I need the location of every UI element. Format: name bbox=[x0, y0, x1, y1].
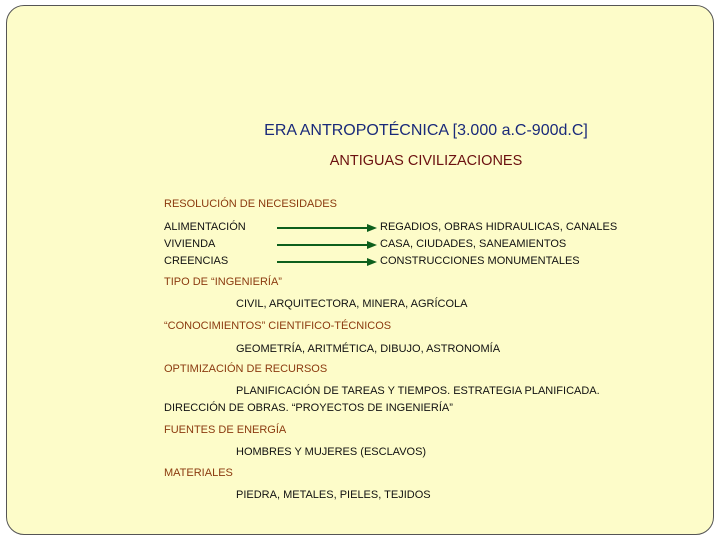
heading-resolucion: RESOLUCIÓN DE NECESIDADES bbox=[164, 198, 337, 210]
optimizacion-detail-line1: PLANIFICACIÓN DE TAREAS Y TIEMPOS. ESTRATEGIA PLANIFICADA. bbox=[236, 385, 600, 397]
need-label-alimentacion: ALIMENTACIÓN bbox=[164, 221, 246, 233]
heading-energia: FUENTES DE ENERGÍA bbox=[164, 424, 287, 436]
heading-conocimientos: “CONOCIMIENTOS” CIENTIFICO-TÉCNICOS bbox=[164, 320, 392, 332]
slide-subtitle: ANTIGUAS CIVILIZACIONES bbox=[329, 153, 523, 169]
arrow-right-icon bbox=[277, 240, 377, 250]
need-result-casa: CASA, CIUDADES, SANEAMIENTOS bbox=[380, 238, 567, 250]
materiales-detail: PIEDRA, METALES, PIELES, TEJIDOS bbox=[236, 489, 431, 501]
need-label-vivienda: VIVIENDA bbox=[164, 238, 216, 250]
tipo-detail: CIVIL, ARQUITECTORA, MINERA, AGRÍCOLA bbox=[236, 298, 468, 310]
need-result-regadios: REGADIOS, OBRAS HIDRAULICAS, CANALES bbox=[380, 221, 618, 233]
arrow-right-icon bbox=[277, 257, 377, 267]
slide bbox=[6, 5, 714, 535]
slide-title: ERA ANTROPOTÉCNICA [3.000 a.C-900d.C] bbox=[264, 122, 588, 139]
need-result-construcciones: CONSTRUCCIONES MONUMENTALES bbox=[380, 255, 580, 267]
heading-tipo: TIPO DE “INGENIERÍA” bbox=[164, 276, 282, 288]
energia-detail: HOMBRES Y MUJERES (ESCLAVOS) bbox=[236, 446, 427, 458]
arrow-right-icon bbox=[277, 223, 377, 233]
optimizacion-detail-line2: DIRECCIÓN DE OBRAS. “PROYECTOS DE INGENIERÍA” bbox=[164, 402, 453, 414]
need-label-creencias: CREENCIAS bbox=[164, 255, 229, 267]
heading-materiales: MATERIALES bbox=[164, 467, 233, 479]
conocimientos-detail: GEOMETRÍA, ARITMÉTICA, DIBUJO, ASTRONOMÍA bbox=[236, 343, 501, 355]
heading-optimizacion: OPTIMIZACIÓN DE RECURSOS bbox=[164, 363, 328, 375]
